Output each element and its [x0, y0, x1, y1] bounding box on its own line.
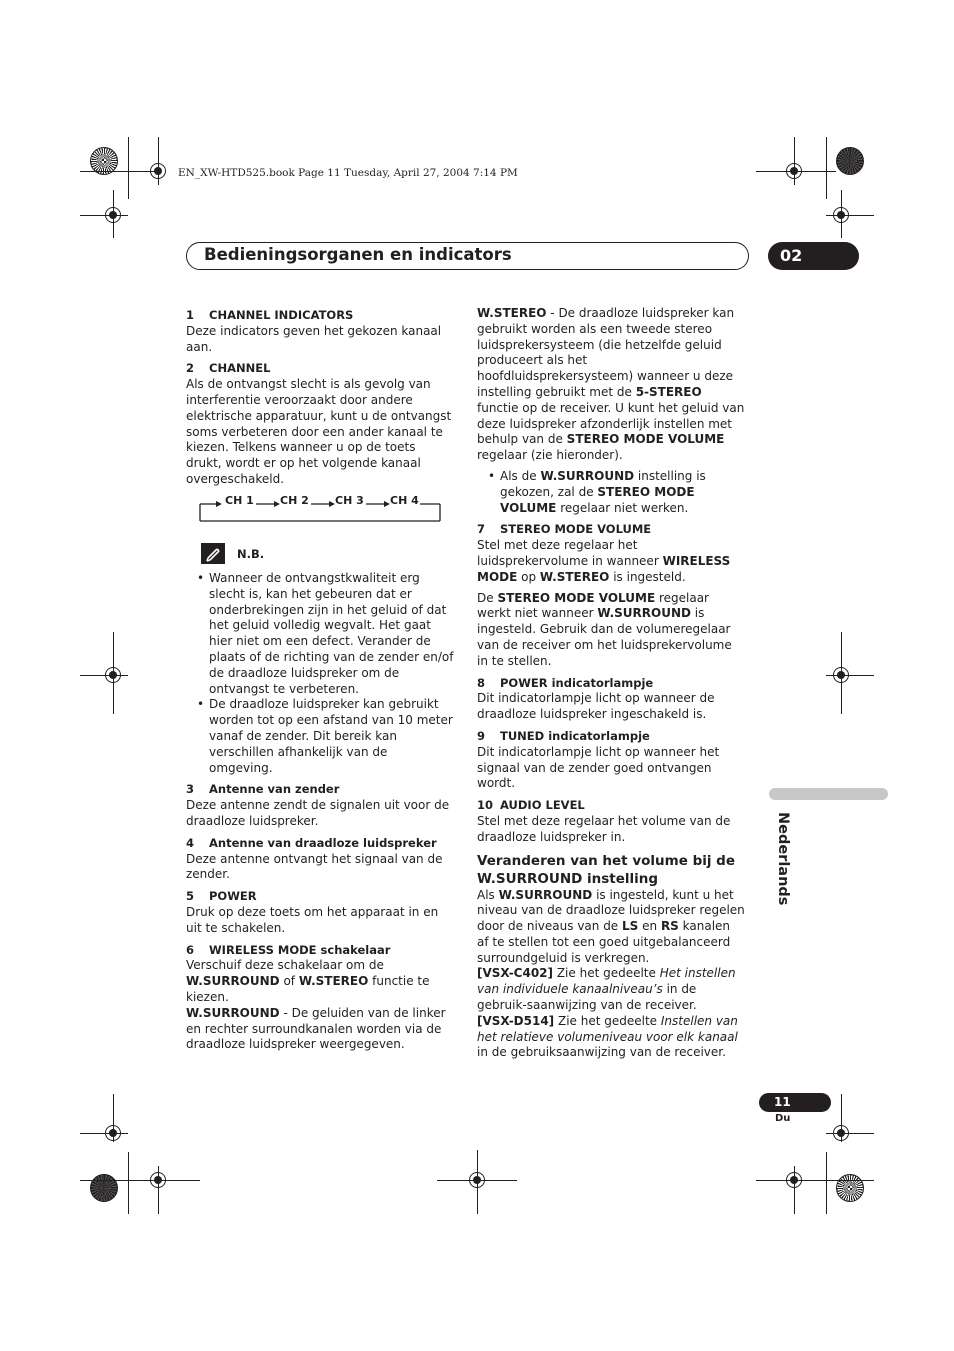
section-text: Dit indicatorlampje licht op wanneer het signaal van de zender goed ontvangen wordt. [477, 744, 720, 791]
registration-wheel-icon [836, 147, 864, 175]
channel-label: CH 2 [280, 494, 309, 507]
section-heading: 10 AUDIO LEVEL [477, 798, 585, 813]
language-tab-label: Nederlands [775, 812, 791, 906]
page-number-badge [759, 1093, 831, 1112]
section-text: W.STEREO - De draadloze luidspreker kan gebruikt worden als een tweede stereo luidsprekersysteem (die hetzelfde geluid produceert als het hoofdluidsprekersysteem) wanneer u deze instelling gebruikt met de 5-STEREO functie op de receiver. U kunt het geluid van deze luidspreker afzonderlijk instellen met behulp van de STEREO MODE VOLUME regelaar (zie hieronder). [477, 306, 745, 463]
left-column [186, 302, 454, 488]
section-heading: 7 STEREO MODE VOLUME [477, 522, 652, 537]
section-text: Deze indicators geven het gekozen kanaal aan. [186, 323, 442, 354]
page-number: 11 [774, 1095, 791, 1109]
section-text: Verschuif deze schakelaar om de W.SURROUND of W.STEREO functie te kiezen. [186, 958, 430, 1004]
section-heading: 5 POWER [186, 889, 257, 904]
page-language: Du [775, 1113, 791, 1124]
section-text: [VSX-C402] Zie het gedeelte Het instellen van individuele kanaalniveau’s in de gebruik-saanwijzing van de receiver. [477, 966, 736, 1013]
section-heading: 2 CHANNEL [186, 361, 271, 376]
channel-label: CH 1 [225, 494, 254, 507]
page-title: Bedieningsorganen en indicators [204, 245, 512, 264]
section-text: Stel met deze regelaar het volume van de draadloze luidspreker in. [477, 813, 731, 844]
list-item: • Wanneer de ontvangstkwaliteit erg slecht is, kan het gebeuren dat er onderbrekingen zijn in het geluid of dat het geluid volledig wegvalt. Het gaat hier niet om een defect. Verander de plaats of de richting van de zender en/of de draadloze luidspreker om de ontvangst te verbeteren. [186, 571, 454, 697]
section-heading: 3 Antenne van zender [186, 782, 340, 797]
section-text: Dit indicatorlampje licht op wanneer de draadloze luidspreker ingeschakeld is. [477, 691, 715, 722]
section-text: Druk op deze toets om het apparaat in en uit te schakelen. [186, 904, 439, 935]
section-text: W.SURROUND - De geluiden van de linker en rechter surroundkanalen worden via de draadloze luidspreker weergegeven. [186, 1005, 446, 1052]
registration-wheel-icon [90, 1174, 118, 1202]
book-info: EN_XW-HTD525.book Page 11 Tuesday, April 27, 2004 7:14 PM [178, 167, 518, 179]
list-item: • Als de W.SURROUND instelling is gekozen, zal de STEREO MODE VOLUME regelaar niet werken. [477, 469, 745, 516]
registration-wheel-icon [836, 1174, 864, 1202]
section-heading: 1 CHANNEL INDICATORS [186, 308, 354, 322]
left-column-lower [186, 571, 454, 1053]
language-tab-bar [769, 788, 888, 800]
section-heading: 4 Antenne van draadloze luidspreker [186, 835, 437, 850]
section-text: Stel met deze regelaar het luidsprekervolume in wanneer WIRELESS MODE op W.STEREO is ingesteld. [477, 538, 731, 584]
right-column [477, 306, 745, 1061]
list-item: • De draadloze luidspreker kan gebruikt worden tot op een afstand van 10 meter vanaf de zender. Dit bereik kan verschillen afhankelijk van de omgeving. [186, 697, 454, 776]
note-label: N.B. [237, 547, 265, 561]
channel-label: CH 4 [390, 494, 419, 507]
subsection-heading: Veranderen van het volume bij de W.SURROUND instelling [477, 852, 736, 887]
section-heading: 9 TUNED indicatorlampje [477, 728, 650, 743]
bullet-list [477, 469, 745, 516]
section-text: Als W.SURROUND is ingesteld, kunt u het niveau van de draadloze luidspreker regelen door de niveaus van de LS en RS kanalen af te stellen tot een goed uitgebalanceerd surroundgeluid is verkregen. [477, 887, 745, 965]
section-heading: 6 WIRELESS MODE schakelaar [186, 942, 391, 957]
section-text: De STEREO MODE VOLUME regelaar werkt niet wanneer W.SURROUND is ingesteld. Gebruik dan de volumeregelaar van de receiver om het luidsprekervolume in te stellen. [477, 590, 732, 668]
section-text: Als de ontvangst slecht is als gevolg van interferentie veroorzaakt door andere elektrische apparatuur, kunt u de ontvangst soms verbeteren door een ander kanaal te kiezen. Telkens wanneer u op de toets drukt, wordt er op het volgende kanaal overgeschakeld. [186, 377, 452, 486]
section-heading: 8 POWER indicatorlampje [477, 675, 654, 690]
channel-label: CH 3 [335, 494, 364, 507]
section-text: Deze antenne ontvangt het signaal van de zender. [186, 851, 443, 882]
note-pencil-icon [201, 543, 225, 564]
chapter-number: 02 [780, 246, 803, 265]
note-list [186, 571, 454, 776]
section-text: [VSX-D514] Zie het gedeelte Instellen van het relatieve volumeniveau voor elk kanaal in de gebruiksaanwijzing van de receiver. [477, 1013, 738, 1060]
section-text: Deze antenne zendt de signalen uit voor de draadloze luidspreker. [186, 798, 450, 828]
